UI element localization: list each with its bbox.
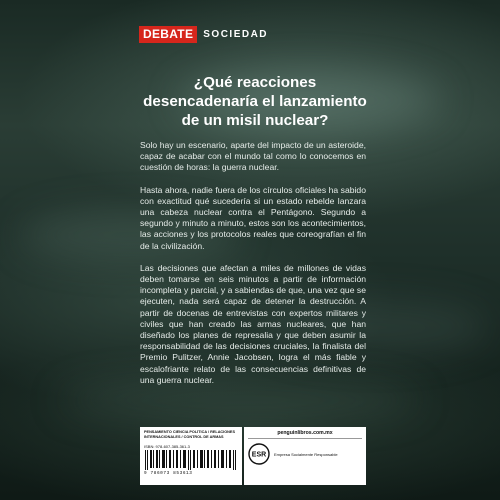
barcode-panel [140, 427, 242, 485]
series-label: SOCIEDAD [203, 29, 269, 40]
blurb [140, 140, 366, 397]
blurb-paragraph-2: Hasta ahora, nadie fuera de los círculos oficiales ha sabido con exactitud qué sucedería si un estado rebelde lanzara una cabeza nuclear contra el Pentágono. Segundo a segundo y minuto a minuto, estos son los acontecimientos, las acciones y los protocolos reales que coreografían el fin de la civilización. [140, 184, 366, 251]
barcode-icon [144, 450, 238, 470]
esr-badge [248, 443, 362, 465]
publisher-url: penguinlibros.com.mx [248, 430, 362, 439]
website-panel [244, 427, 366, 485]
blurb-paragraph-3: Las decisiones que afectan a miles de millones de vidas deben tomarse en seis minutos a partir de información incompleta y parcial, y a sabiendas de que, una vez que se ejecuten, nada será capaz de detener la destrucción. A partir de docenas de entrevistas con expertos militares y civiles que han creado las armas nucleares, que han diseñado los planes de represalia y que deben asumir la responsabilidad de las decisiones cruciales, la finalista del Premio Pulitzer, Annie Jacobsen, logra el más fiable y escalofriante relato de las consecuencias definitivas de una guerra nuclear. [140, 262, 366, 385]
barcode-digits: 9 786073 853613 [144, 471, 193, 476]
publisher-imprint [139, 26, 268, 43]
esr-logo-icon [248, 443, 270, 465]
blurb-paragraph-1: Solo hay un escenario, aparte del impacto de un asteroide, capaz de acabar con el mundo tal como lo conocemos en cuestión de horas: la guerra nuclear. [140, 140, 366, 173]
category-text: PENSAMIENTO CIENCIA POLÍTICA / RELACIONES INTERNACIONALES / CONTROL DE ARMAS [144, 430, 235, 439]
esr-text: Empresa Socialmente Responsable [274, 451, 338, 457]
headline: ¿Qué reacciones desencadenaría el lanzamiento de un misil nuclear? [143, 74, 367, 129]
debate-logo: DEBATE [139, 26, 197, 43]
isbn-text: ISBN: 978-607-385-361-3 [144, 444, 190, 449]
esr-logo-text: ESR [251, 451, 267, 459]
